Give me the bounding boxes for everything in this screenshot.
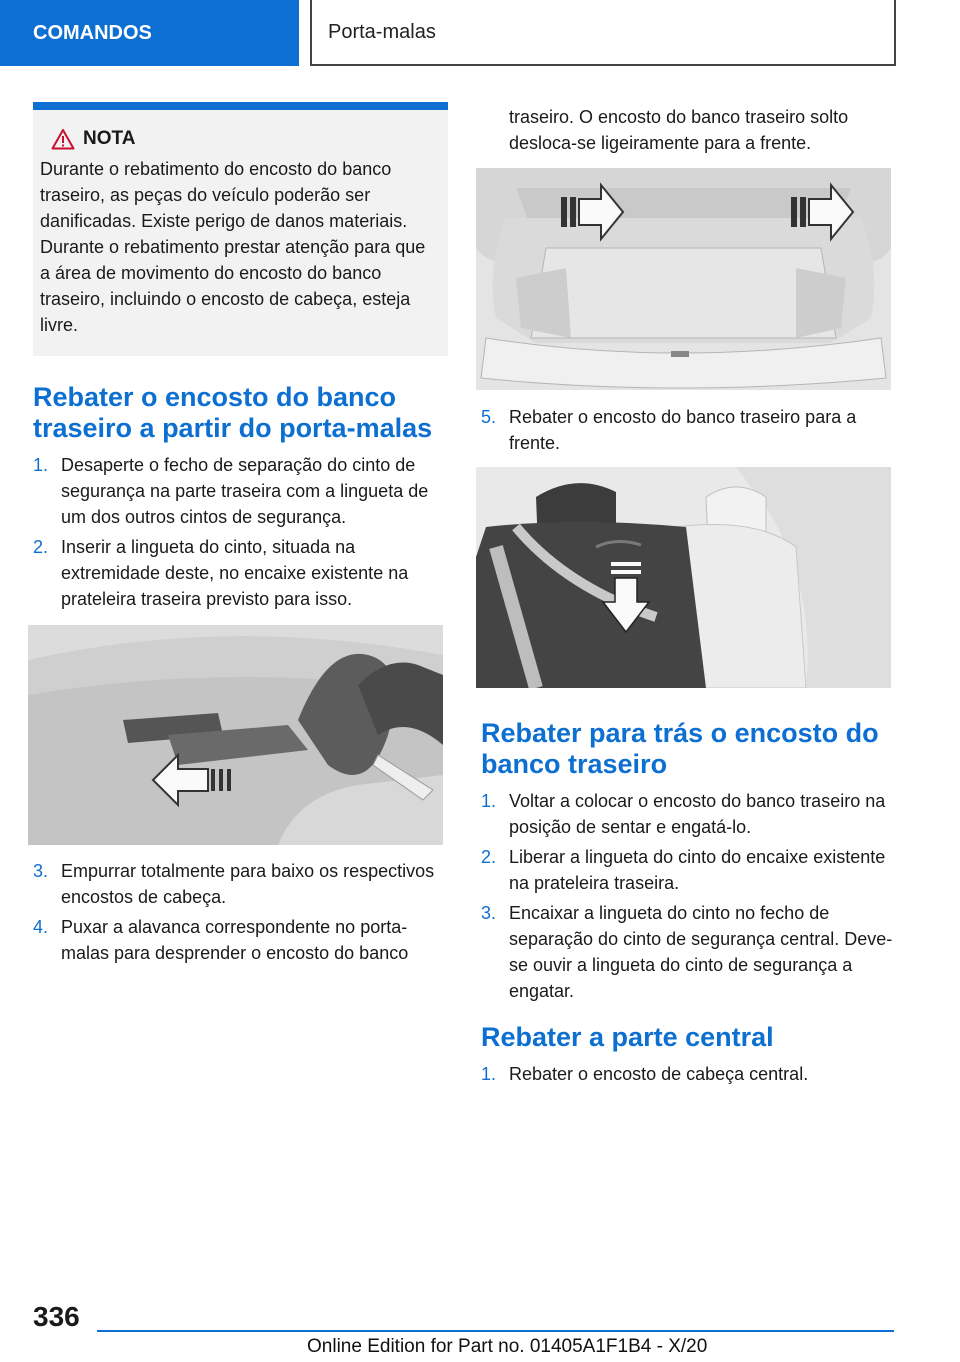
step-item [481,404,896,456]
note-title: NOTA [83,128,136,149]
section1-steps-c [481,404,896,456]
step-item [481,788,896,840]
rear-seat-drawing [476,467,891,688]
step-text: Encaixar a lingueta do cinto no fecho de separação do cinto de segurança central. Deve-se ouvir a lingueta do cinto de segurança a engatar. [509,903,893,1001]
step-item [481,1061,896,1087]
step-item [33,858,448,910]
note-box [33,102,448,356]
section-title: COMANDOS [33,21,152,44]
step-text: Rebater o encosto de cabeça central. [509,1064,809,1084]
step-text: Desaperte o fecho de separação do cinto de segurança na parte traseira com a lingueta de um dos outros cintos de segurança. [61,455,429,527]
section2-steps [481,788,896,1004]
step-text: Voltar a colocar o encosto do banco traseiro na posição de sentar e engatá-lo. [509,791,886,837]
section2-heading: Rebater para trás o encosto do banco traseiro [481,718,879,779]
step-text: Empurrar totalmente para baixo os respectivos encostos de cabeça. [61,861,435,907]
right-column-lower [481,718,896,1091]
trunk-drawing [476,168,891,390]
step-text: Rebater o encosto do banco traseiro para a frente. [509,407,857,453]
left-column-lower [33,858,448,970]
step-item [33,914,448,966]
edition-text: Online Edition for Part no. 01405A1F1B4 - X/20 [307,1336,708,1357]
header-chapter-tab [310,0,896,66]
step-number: 3. [33,861,49,881]
section3-steps [481,1061,896,1087]
belt-shelf-illustration [28,625,443,845]
header-section-tab [0,0,299,66]
section1-heading: Rebater o encosto do banco traseiro a partir do porta-malas [33,382,433,443]
step-continuation: traseiro. O encosto do banco traseiro solto desloca-se ligeiramente para a frente. [509,107,849,153]
step-item [33,534,448,612]
step-number: 5. [481,407,497,427]
warning-icon [51,128,75,150]
step-number: 3. [481,903,497,923]
chapter-title: Porta-malas [328,20,436,43]
rear-seat-illustration [476,467,891,688]
step-number: 1. [33,455,49,475]
step-number: 1. [481,791,497,811]
step-number: 2. [33,537,49,557]
note-body: Durante o rebatimento do encosto do banco traseiro, as peças do veículo poderão ser danificadas. Existe perigo de danos materiais. Durante o rebatimento prestar atenção para que a área de movimento do encosto do banco traseiro, incluindo o encosto de cabeça, esteja livre. [40,159,426,335]
note-header [40,128,440,150]
step-text: Inserir a lingueta do cinto, situada na extremidade deste, no encaixe existente na prateleira traseira previsto para isso. [61,537,409,609]
right-column-top [481,104,896,156]
trunk-illustration [476,168,891,390]
step-item [33,452,448,530]
page-number: 336 [33,1301,80,1332]
step-text: Liberar a lingueta do cinto do encaixe existente na prateleira traseira. [509,847,886,893]
step-text: Puxar a alavanca correspondente no porta-malas para desprender o encosto do banco [61,917,409,963]
step-number: 2. [481,847,497,867]
belt-shelf-drawing [28,625,443,845]
step-item [481,900,896,1004]
footer-divider [97,1330,894,1332]
step-item [481,844,896,896]
section3-heading: Rebater a parte central [481,1022,774,1052]
right-column-step5 [481,404,896,460]
section1-steps-b [33,858,448,966]
step-number: 1. [481,1064,497,1084]
section1-steps-a [33,452,448,612]
step-number: 4. [33,917,49,937]
left-column [33,102,448,616]
